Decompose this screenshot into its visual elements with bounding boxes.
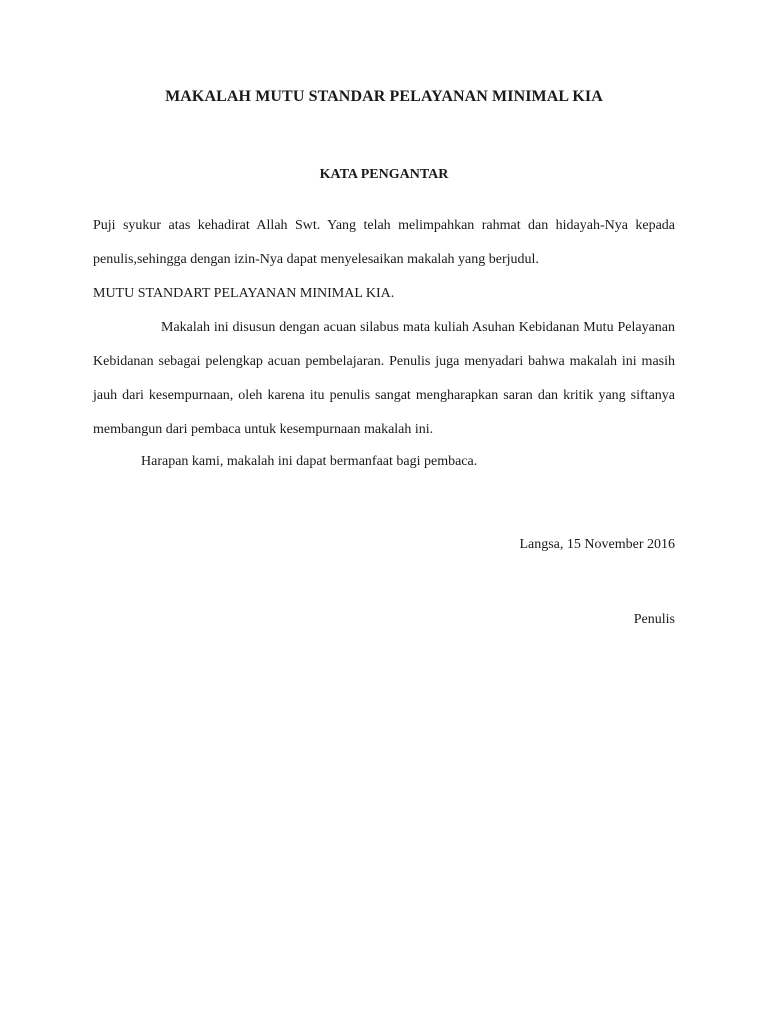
paragraph-purpose: Makalah ini disusun dengan acuan silabus mata kuliah Asuhan Kebidanan Mutu Pelayanan Kebidanan sebagai pelengkap acuan pembelajaran. Penulis juga menyadari bahwa makalah ini masih jauh dari kesempurnaan, oleh karena itu penulis sangat mengharapkan saran dan kritik yang siftanya membangun dari pembaca untuk kesempurnaan makalah ini. [93,320,675,437]
paragraph-closing: Harapan kami, makalah ini dapat bermanfaat bagi pembaca. [141,454,478,469]
signature-author: Penulis [633,612,675,627]
document-title: MAKALAH MUTU STANDAR PELAYANAN MINIMAL KIA [165,88,603,105]
paragraph-opening: Puji syukur atas kehadirat Allah Swt. Yang telah melimpahkan rahmat dan hidayah-Nya kepada penulis,sehingga dengan izin-Nya dapat menyelesaikan makalah yang berjudul. [93,218,675,267]
paragraph-subject: MUTU STANDART PELAYANAN MINIMAL KIA. [93,286,395,301]
signature-place-date: Langsa, 15 November 2016 [519,537,675,552]
section-title: KATA PENGANTAR [319,167,449,182]
